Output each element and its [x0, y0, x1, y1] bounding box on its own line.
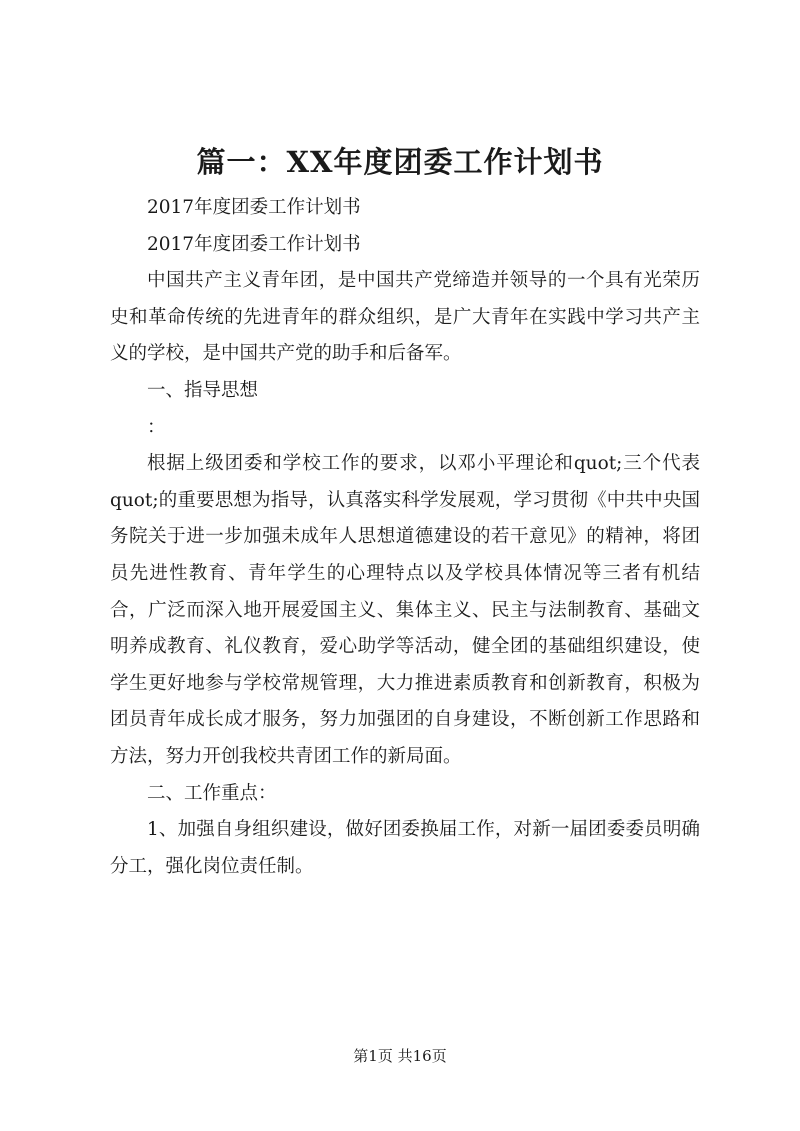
page-number-footer: 第1页 共16页: [353, 1047, 447, 1065]
document-body: [110, 190, 700, 885]
paragraph-work-focus-1: 1、加强自身组织建设，做好团委换届工作，对新一届团委委员明确分工，强化岗位责任制。: [110, 819, 700, 877]
paragraph-subtitle-2: 2017年度团委工作计划书: [147, 233, 361, 255]
paragraph-subtitle-1: 2017年度团委工作计划书: [147, 197, 361, 218]
paragraph-colon: ：: [147, 416, 166, 438]
section-heading-work-focus: 二、工作重点：: [147, 782, 277, 804]
paragraph-intro: 中国共产主义青年团，是中国共产党缔造并领导的一个具有光荣历史和革命传统的先进青年的群众组织，是广大青年在实践中学习共产主义的学校，是中国共产党的助手和后备军。: [110, 270, 700, 365]
paragraph-guiding-ideology: 根据上级团委和学校工作的要求，以邓小平理论和quot;三个代表quot;的重要思想为指导，认真落实科学发展观，学习贯彻《中共中央国务院关于进一步加强未成年人思想道德建设的若干意见》的精神，将团员先进性教育、青年学生的心理特点以及学校具体情况等三者有机结合，广泛而深入地开展爱国主义、集体主义、民主与法制教育、基础文明养成教育、礼仪教育，爱心助学等活动，健全团的基础组织建设，使学生更好地参与学校常规管理，大力推进素质教育和创新教育，积极为团员青年成长成才服务，努力加强团的自身建设，不断创新工作思路和方法，努力开创我校共青团工作的新局面。: [110, 453, 700, 767]
document-title: 篇一：XX年度团委工作计划书: [196, 145, 604, 179]
section-heading-guiding-ideology: 一、指导思想: [147, 379, 259, 401]
